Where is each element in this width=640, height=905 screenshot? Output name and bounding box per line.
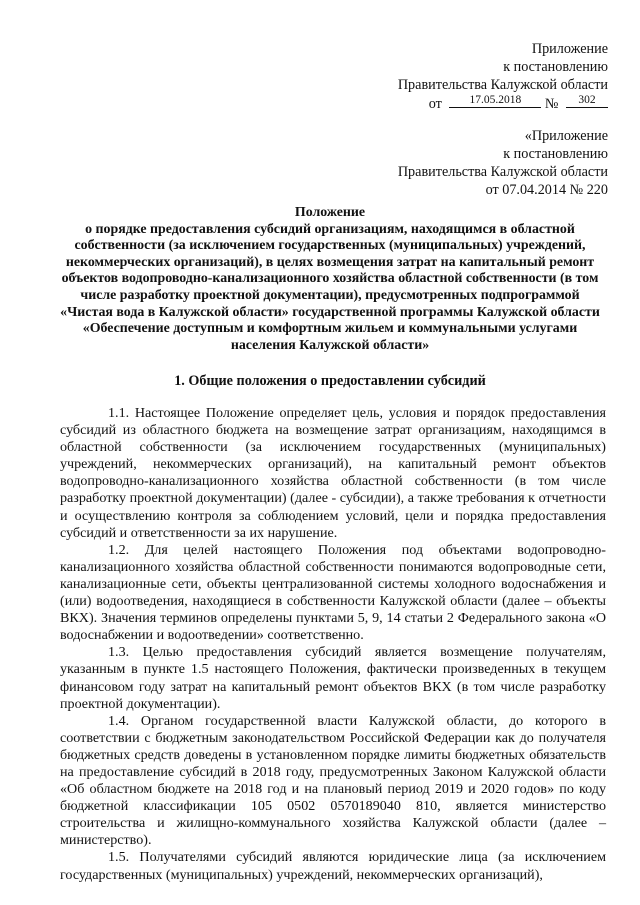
title-text: о порядке предоставления субсидий организациям, находящимся в областной собственности (за исключением государственных (муниципальных) учреждений, некоммерческих организаций), в целях возмещения затрат на капитальный ремонт объектов водопроводно-канализационного хозяйства областной собственности (в том числе разработку проектной документации), предусмотренных подпрограммой «Чистая вода в Калужской области» государственной программы Калужской области «Обеспечение доступным и комфортным жильем и коммунальными услугами населения Калужской области» <box>60 221 600 353</box>
approval-number-label: № <box>544 96 559 112</box>
original-approval-line-1: «Приложение <box>524 128 608 144</box>
original-approval-line-4: от 07.04.2014 № 220 <box>485 182 608 198</box>
approval-line-2: к постановлению <box>503 59 608 75</box>
paragraph-1-2: 1.2. Для целей настоящего Положения под объектами водопроводно-канализационного хозяйства областной собственности понимаются водопроводные сети, канализационные сети, объекты централизованной системы холодного водоснабжения и (или) водоотведения, находящиеся в собственности Калужской области (далее – объекты ВКХ). Значения терминов определены пунктами 5, 9, 14 статьи 2 Федерального закона «О водоснабжении и водоотведении» соответственно. <box>60 541 606 644</box>
document-body <box>60 405 606 884</box>
approval-line-3: Правительства Калужской области <box>397 77 608 93</box>
document-title <box>60 205 600 354</box>
approval-date: 17.05.2018 <box>469 94 522 106</box>
title-heading: Положение <box>294 205 366 220</box>
section-heading: 1. Общие положения о предоставлении субсидий <box>174 373 486 389</box>
approval-stamp-block <box>398 40 608 113</box>
original-approval-block <box>398 127 608 199</box>
original-approval-line-3: Правительства Калужской области <box>397 164 608 180</box>
paragraph-1-1: 1.1. Настоящее Положение определяет цель, условия и порядок предоставления субсидий из областного бюджета на возмещение затрат организациям, находящимся в областной собственности (за исключением государственных (муниципальных) учреждений, некоммерческих организаций), на капитальный ремонт объектов водопроводно-канализационного хозяйства областной собственности (в том числе разработку проектной документации) (далее - субсидии), а также требования к отчетности и осуществлению контроля за соблюдением условий, цели и порядка предоставления субсидий и ответственности за их нарушение. <box>60 405 606 541</box>
approval-number: 302 <box>578 94 596 106</box>
approval-line-1: Приложение <box>531 41 608 57</box>
original-approval-line-2: к постановлению <box>503 146 608 162</box>
approval-from-label: от <box>428 96 442 112</box>
approval-date-number-line <box>398 94 608 113</box>
approval-number-field <box>566 94 608 108</box>
paragraph-1-3: 1.3. Целью предоставления субсидий является возмещение получателям, указанным в пункте 1.5 настоящего Положения, фактически произведенных в текущем финансовом году затрат на капитальный ремонт объектов ВКХ (в том числе разработку проектной документации). <box>60 644 606 712</box>
approval-date-field <box>449 94 541 108</box>
paragraph-1-4: 1.4. Органом государственной власти Калужской области, до которого в соответствии с бюджетным законодательством Российской Федерации как до получателя бюджетных средств доведены в установленном порядке лимиты бюджетных обязательств на предоставление субсидий в 2018 году, предусмотренных Законом Калужской области «Об областном бюджете на 2018 год и на плановый период 2019 и 2020 годов» по коду бюджетной классификации 105 0502 0570189040 810, является министерство строительства и жилищно-коммунального хозяйства Калужской области (далее – министерство). <box>60 712 606 849</box>
paragraph-1-5: 1.5. Получателями субсидий являются юридические лица (за исключением государственных (муниципальных) учреждений, некоммерческих организаций), <box>60 849 606 883</box>
